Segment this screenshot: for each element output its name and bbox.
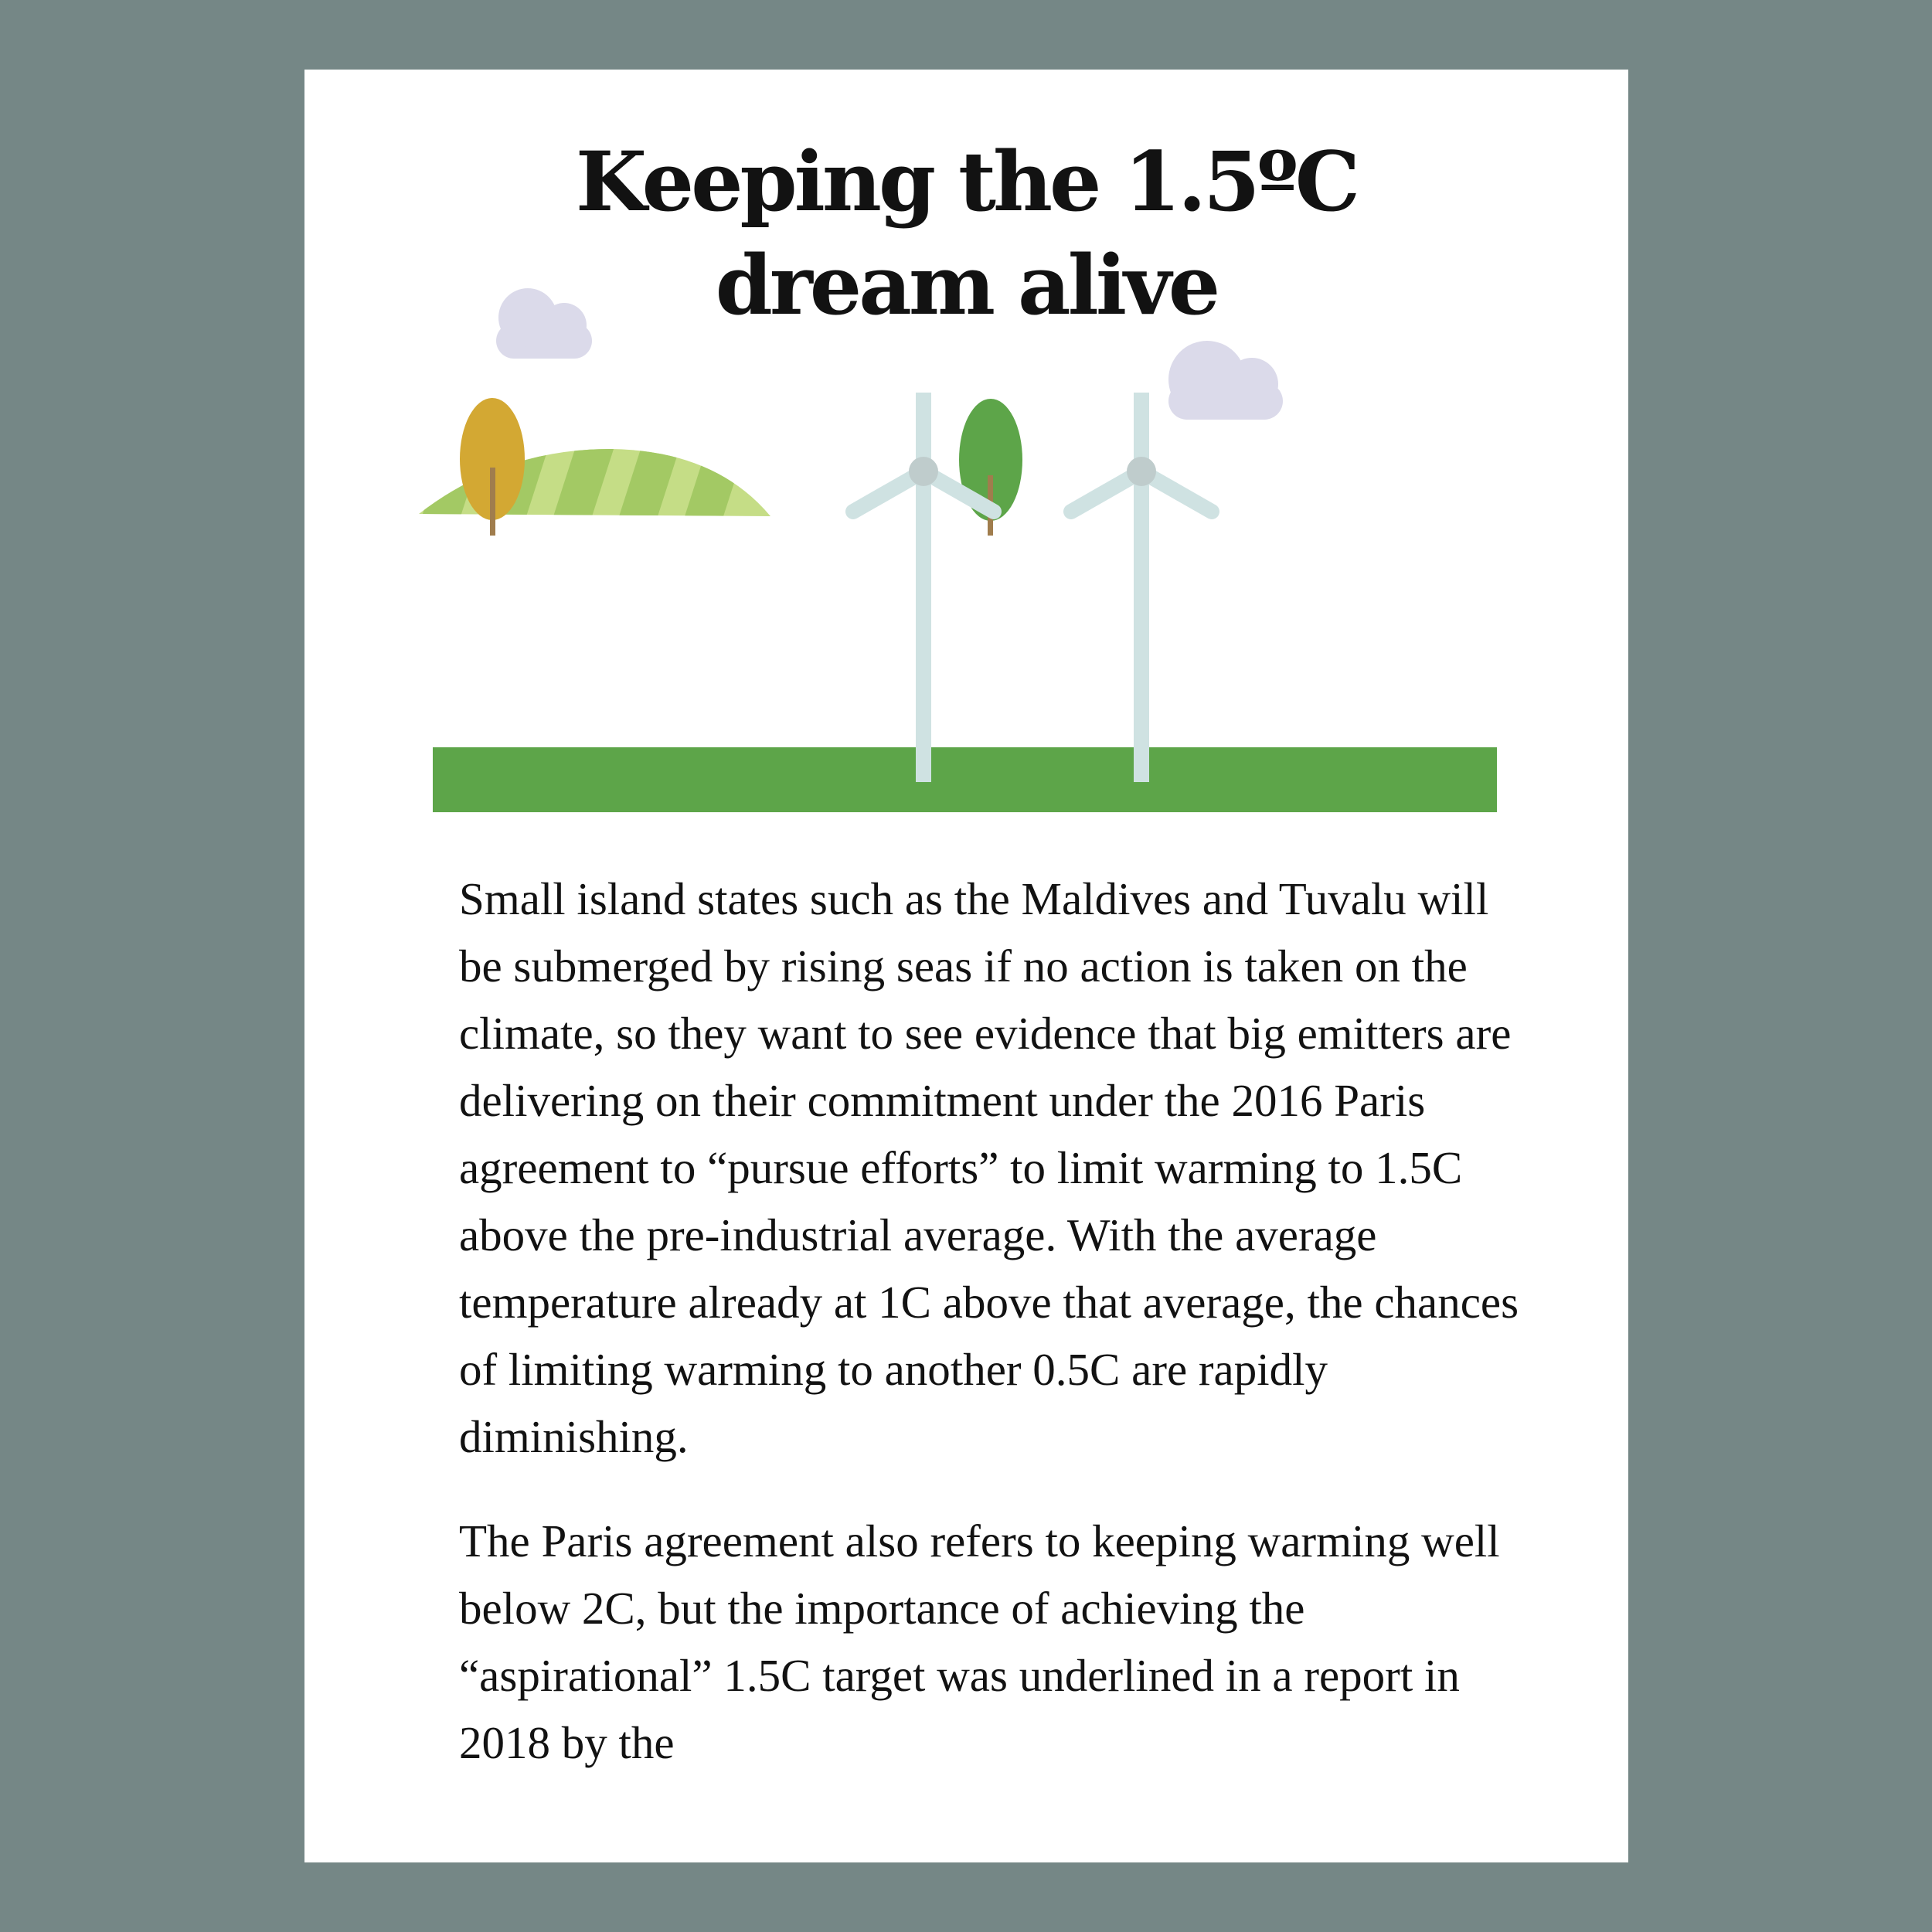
article-title-line-1: Keeping the 1.5ºC <box>575 133 1358 230</box>
article-title-line-2: dream alive <box>715 236 1218 333</box>
ground-icon <box>433 747 1497 812</box>
tree-icon <box>460 398 525 536</box>
article-body <box>459 866 1541 1814</box>
article-title <box>304 130 1628 337</box>
article-paragraph: The Paris agreement also refers to keeping warming well below 2C, but the importance of achieving the “aspirational” 1.5C target was underlined in a report in 2018 by the <box>459 1515 1500 1768</box>
article-page <box>304 70 1628 1862</box>
wind-turbine-icon <box>1071 393 1212 782</box>
cloud-icon <box>1168 341 1283 420</box>
article-paragraph: Small island states such as the Maldives and Tuvalu will be submerged by rising seas if no action is taken on the climate, so they want to see evidence that big emitters are delivering on their commitment under the 2016 Paris agreement to “pursue efforts” to limit warming to 1.5C above the pre-industrial average. With the average temperature already at 1C above that average, the chances of limiting warming to another 0.5C are rapidly diminishing. <box>459 873 1519 1462</box>
